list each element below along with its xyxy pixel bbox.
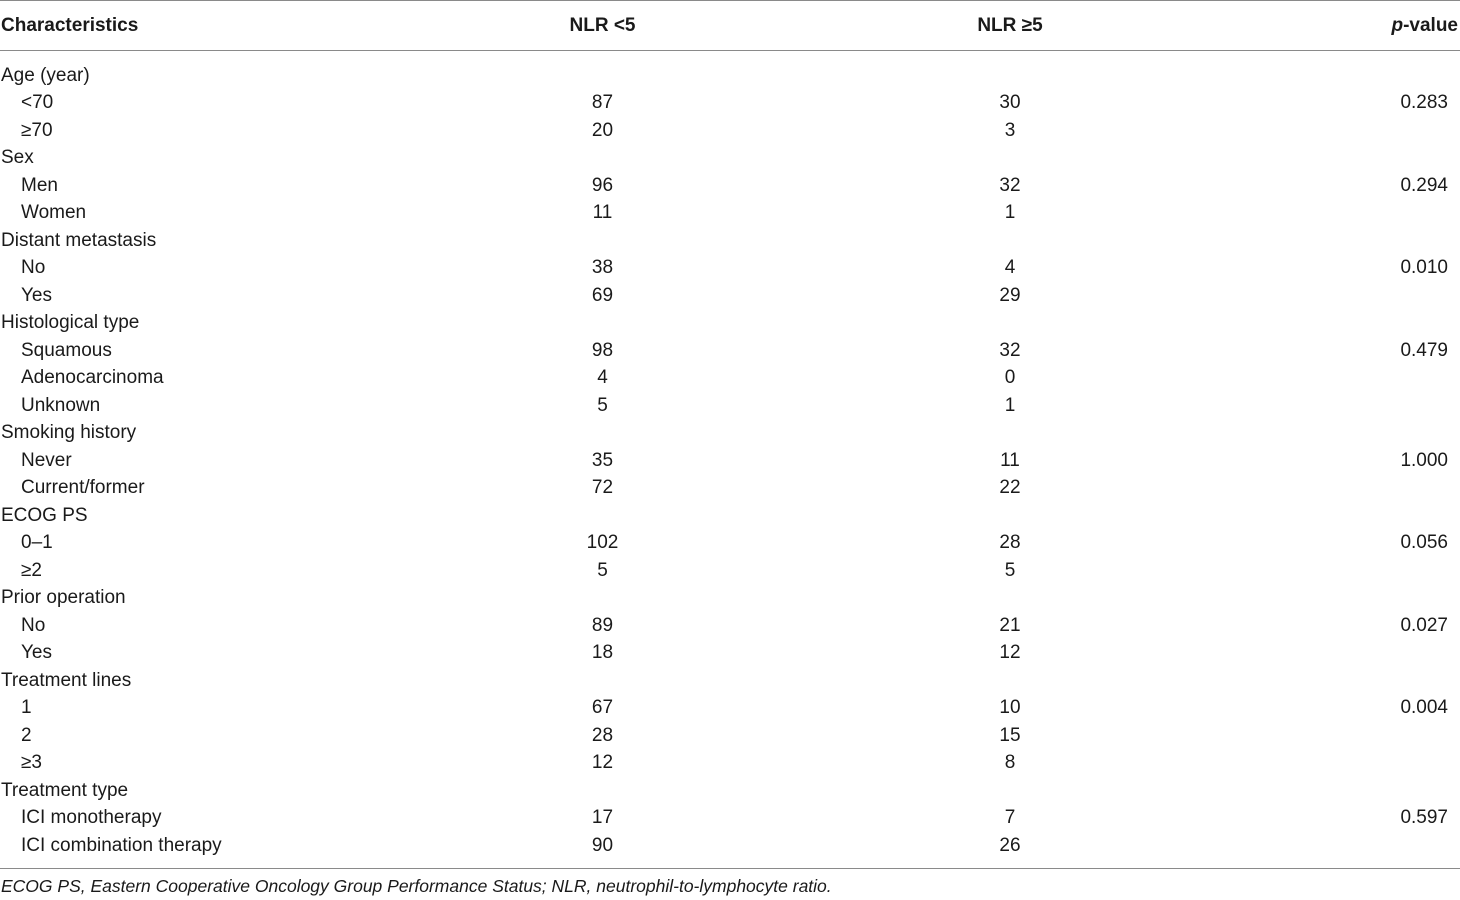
cell-p-value [1215,557,1460,585]
cell-p-value: 0.479 [1400,339,1448,361]
cell-nlr-low: 38 [591,257,614,279]
header-nlr-low: NLR <5 [400,1,805,51]
row-subgroup-label: <70 [21,92,54,114]
cell-p-value [1215,639,1460,667]
row-category-label: Histological type [1,312,140,334]
header-nlr-high: NLR ≥5 [805,1,1215,51]
table-row [0,254,1460,282]
cell-nlr-high: 28 [999,532,1021,554]
cell-nlr-low: 20 [591,119,614,141]
table-row [0,309,1460,337]
cell-nlr-low: 69 [591,284,614,306]
cell-nlr-high: 3 [1004,119,1016,141]
cell-nlr-low: 5 [597,559,608,581]
cell-p-value: 0.294 [1400,174,1448,196]
cell-nlr-high [805,502,1215,530]
cell-nlr-low: 96 [591,174,614,196]
cell-p-value [1215,309,1460,337]
header-p-rest: -value [1403,14,1458,36]
table-row [0,89,1460,117]
cell-nlr-high [805,667,1215,695]
row-subgroup-label: Unknown [21,394,101,416]
cell-nlr-low: 72 [591,477,614,499]
table-row [0,117,1460,145]
cell-nlr-high: 0 [1004,367,1016,389]
table-row [0,529,1460,557]
cell-nlr-high: 8 [1004,752,1016,774]
row-subgroup-label: Yes [21,642,52,664]
table-footnote: ECOG PS, Eastern Cooperative Oncology Group Performance Status; NLR, neutrophil-to-lymphocyte ratio. [1,876,832,896]
cell-nlr-low [400,777,805,805]
cell-nlr-low: 4 [597,367,608,389]
row-subgroup-label: No [21,614,46,636]
cell-p-value [1215,832,1460,869]
cell-nlr-low: 67 [591,697,614,719]
cell-p-value [1215,144,1460,172]
cell-p-value [1215,419,1460,447]
table-row [0,199,1460,227]
row-category-label: Treatment lines [1,669,132,691]
table-row [0,392,1460,420]
header-p-value [1215,1,1460,51]
cell-p-value [1215,667,1460,695]
cell-nlr-high: 11 [1000,449,1020,471]
cell-nlr-high: 10 [999,697,1021,719]
cell-p-value [1215,227,1460,255]
cell-nlr-low: 87 [591,92,614,114]
table-row [0,172,1460,200]
header-characteristics: Characteristics [0,1,400,51]
table-row [0,612,1460,640]
cell-nlr-low: 28 [591,724,614,746]
cell-nlr-low [400,502,805,530]
row-subgroup-label: 1 [21,697,32,719]
row-category-label: Smoking history [1,422,137,444]
cell-p-value [1215,199,1460,227]
cell-nlr-high: 4 [1004,257,1016,279]
cell-nlr-low: 17 [591,807,614,829]
cell-nlr-high [805,227,1215,255]
table-row [0,667,1460,695]
table-row [0,337,1460,365]
row-subgroup-label: ICI combination therapy [0,832,400,869]
row-category-label: Age (year) [1,65,90,86]
table-row [0,282,1460,310]
row-subgroup-label: Men [21,174,58,196]
cell-nlr-low: 98 [591,339,614,361]
table-row [0,777,1460,805]
header-p-italic: p [1391,14,1404,36]
cell-nlr-low: 89 [591,614,614,636]
cell-nlr-high [805,51,1215,90]
cell-p-value [1215,474,1460,502]
cell-nlr-high [805,584,1215,612]
table-row [0,447,1460,475]
cell-p-value: 0.004 [1400,697,1448,719]
row-category-label: Prior operation [1,587,126,609]
cell-nlr-high: 1 [1004,202,1016,224]
cell-nlr-low [400,51,805,90]
row-subgroup-label: Current/former [21,477,145,499]
cell-p-value: 0.027 [1400,614,1448,636]
row-category-label: ECOG PS [1,504,88,526]
row-subgroup-label: ≥70 [21,119,53,141]
cell-p-value: 0.056 [1400,532,1448,554]
cell-nlr-high: 12 [999,642,1021,664]
cell-nlr-high: 7 [1004,807,1016,829]
table-row [0,227,1460,255]
cell-nlr-high: 29 [999,284,1021,306]
row-subgroup-label: ≥2 [21,559,42,581]
cell-nlr-high: 15 [999,724,1021,746]
cell-p-value [1215,749,1460,777]
table-row [0,832,1460,869]
cell-p-value [1215,364,1460,392]
cell-p-value [1215,117,1460,145]
cell-nlr-low [400,667,805,695]
row-subgroup-label: Women [21,202,87,224]
table-row [0,584,1460,612]
cell-nlr-low [400,144,805,172]
cell-nlr-low [400,227,805,255]
cell-nlr-high: 21 [999,614,1021,636]
cell-p-value [1215,392,1460,420]
cell-nlr-high: 30 [999,92,1021,114]
cell-nlr-high: 22 [999,477,1021,499]
cell-nlr-high: 1 [1004,394,1016,416]
table-row [0,639,1460,667]
cell-nlr-high: 5 [1004,559,1016,581]
cell-nlr-low: 12 [591,752,614,774]
cell-p-value [1215,51,1460,90]
cell-nlr-high: 32 [999,339,1021,361]
table-row [0,144,1460,172]
table-row [0,364,1460,392]
table-row [0,474,1460,502]
row-subgroup-label: Adenocarcinoma [21,367,164,389]
row-subgroup-label: Yes [21,284,52,306]
table-row [0,749,1460,777]
row-subgroup-label: No [21,257,46,279]
cell-nlr-high: 32 [999,174,1021,196]
cell-nlr-low: 90 [400,832,805,869]
table-row [0,51,1460,90]
cell-p-value: 0.010 [1400,257,1448,279]
cell-nlr-high [805,309,1215,337]
row-subgroup-label: 2 [21,724,32,746]
cell-nlr-low [400,309,805,337]
cell-p-value [1215,502,1460,530]
row-subgroup-label: ICI monotherapy [21,807,162,829]
table-row [0,722,1460,750]
cell-p-value: 0.283 [1400,92,1448,114]
cell-nlr-low: 102 [586,532,619,554]
cell-nlr-low: 11 [592,202,613,224]
table-row [0,502,1460,530]
table-row [0,419,1460,447]
cell-nlr-high [805,777,1215,805]
cell-nlr-high [805,144,1215,172]
cell-p-value [1215,777,1460,805]
cell-p-value: 0.597 [1400,807,1448,829]
cell-nlr-low: 35 [591,449,614,471]
row-category-label: Distant metastasis [1,229,157,251]
row-subgroup-label: Squamous [21,339,112,361]
table-row [0,694,1460,722]
cell-nlr-low: 18 [591,642,614,664]
table-row [0,804,1460,832]
cell-p-value [1215,722,1460,750]
cell-nlr-low [400,419,805,447]
cell-p-value [1215,282,1460,310]
row-subgroup-label: Never [21,449,72,471]
header-row [0,1,1460,51]
table-row [0,557,1460,585]
row-category-label: Treatment type [1,779,129,801]
table-body [0,51,1460,869]
cell-p-value [1215,584,1460,612]
cell-nlr-high: 26 [805,832,1215,869]
row-subgroup-label: ≥3 [21,752,42,774]
table-header [0,1,1460,51]
row-category-label: Sex [1,147,34,169]
cell-p-value: 1.000 [1400,449,1448,471]
cell-nlr-low: 5 [597,394,608,416]
cell-nlr-low [400,584,805,612]
cell-nlr-high [805,419,1215,447]
row-subgroup-label: 0–1 [21,532,53,554]
